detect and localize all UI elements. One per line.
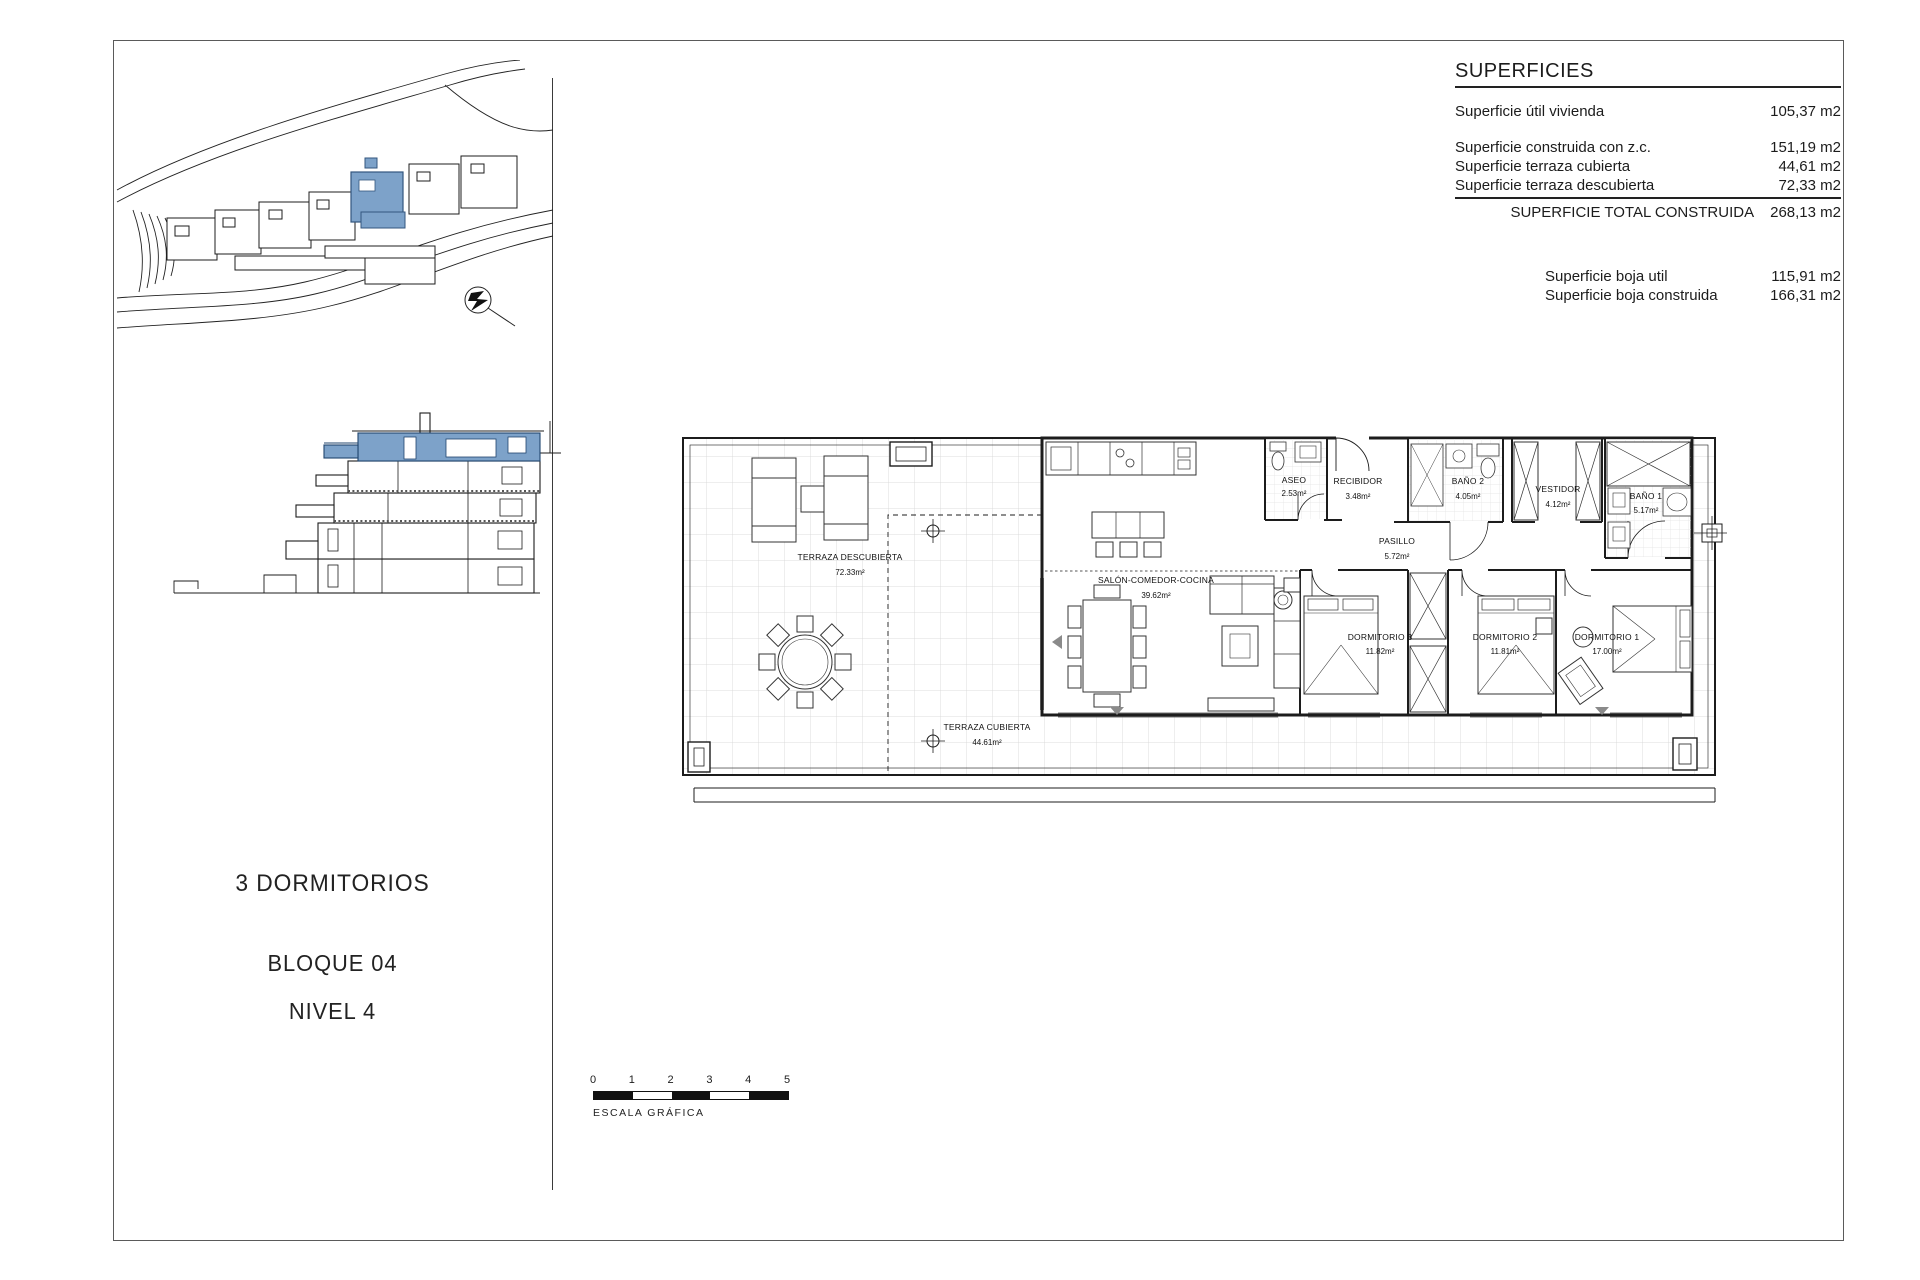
scale-tick: 0 (589, 1074, 597, 1086)
superficies-row (1455, 176, 1841, 195)
row-value: 151,19 m2 (1770, 139, 1841, 156)
room-area: 4.05m² (1455, 492, 1481, 501)
total-label: SUPERFICIE TOTAL CONSTRUIDA (1510, 204, 1755, 221)
superficies-title: SUPERFICIES (1455, 60, 1841, 88)
row-value: 105,37 m2 (1770, 103, 1841, 120)
total-value: 268,13 m2 (1770, 204, 1841, 221)
block-label: BLOQUE 04 (267, 950, 398, 976)
terrace-pillar (688, 742, 710, 772)
room-area: 11.82m² (1365, 647, 1395, 656)
row-label: Superficie terraza cubierta (1455, 158, 1631, 175)
room-area: 4.12m² (1545, 500, 1571, 509)
dining-table (1083, 600, 1131, 692)
coffee-table (1222, 626, 1258, 666)
site-highlighted-block (351, 158, 405, 228)
scale-bar-segments (593, 1091, 789, 1100)
north-arrow-icon (465, 287, 515, 326)
superficies-total-row (1455, 204, 1841, 221)
scale-tick: 2 (667, 1074, 674, 1086)
scale-bar (589, 1074, 793, 1130)
room-label-dormitorio3: DORMITORIO 3 (1347, 632, 1413, 642)
room-label-salon: SALÓN-COMEDOR-COCINA (1098, 575, 1214, 585)
floor-plan (680, 430, 1730, 825)
row-value: 115,91 m2 (1771, 268, 1841, 285)
scale-tick: 1 (628, 1074, 635, 1086)
scale-tick: 4 (745, 1074, 752, 1086)
room-area: 72.33m² (835, 568, 865, 577)
room-area: 3.48m² (1345, 492, 1371, 501)
room-area: 17.00m² (1592, 647, 1622, 656)
room-area: 5.72m² (1384, 552, 1410, 561)
row-value: 44,61 m2 (1778, 158, 1841, 175)
unit-type-label: 3 DORMITORIOS (235, 870, 430, 897)
row-label: Superficie terraza descubierta (1455, 177, 1655, 194)
row-label: Superficie construida con z.c. (1455, 139, 1651, 156)
room-label-terraza-cubierta: TERRAZA CUBIERTA (943, 722, 1031, 732)
row-label: Superficie boja construida (1545, 287, 1718, 304)
bed-dorm2 (1478, 596, 1554, 694)
level-label: NIVEL 4 (288, 998, 377, 1024)
row-value: 166,31 m2 (1770, 287, 1841, 304)
room-label-pasillo: PASILLO (1378, 536, 1416, 546)
room-area: 2.53m² (1281, 489, 1307, 498)
superficies-row (1455, 138, 1841, 157)
superficies-row (1455, 286, 1841, 305)
room-label-vestidor: VESTIDOR (1535, 484, 1581, 494)
room-label-dormitorio1: DORMITORIO 1 (1574, 632, 1640, 642)
superficies-row (1455, 157, 1841, 176)
room-area: 44.61m² (972, 738, 1002, 747)
room-label-recibidor: RECIBIDOR (1333, 476, 1383, 486)
room-label-bano2: BAÑO 2 (1451, 476, 1485, 486)
scale-tick: 5 (783, 1074, 791, 1086)
section-drawing (168, 393, 563, 605)
room-label-dormitorio2: DORMITORIO 2 (1472, 632, 1538, 642)
section-highlight-floor (324, 433, 540, 461)
room-label-terraza-descubierta: TERRAZA DESCUBIERTA (797, 552, 903, 562)
scale-tick: 3 (706, 1074, 713, 1086)
site-road-upper (117, 60, 520, 190)
row-value: 72,33 m2 (1778, 177, 1841, 194)
scale-caption: ESCALA GRÁFICA (593, 1107, 705, 1119)
room-area: 11.81m² (1490, 647, 1520, 656)
room-area: 5.17m² (1633, 506, 1659, 515)
site-buildings (167, 156, 517, 284)
terrace-pillar (1673, 738, 1697, 770)
superficies-panel (1455, 60, 1841, 305)
kitchen-island (1092, 512, 1164, 538)
row-label: Superficie boja util (1545, 268, 1668, 285)
room-area: 39.62m² (1141, 591, 1171, 600)
room-label-aseo: ASEO (1281, 475, 1307, 485)
superficies-row (1455, 102, 1841, 121)
site-plan (115, 60, 555, 350)
row-label: Superficie útil vivienda (1455, 103, 1605, 120)
superficies-row (1455, 267, 1841, 286)
room-label-bano1: BAÑO 1 (1629, 491, 1663, 501)
